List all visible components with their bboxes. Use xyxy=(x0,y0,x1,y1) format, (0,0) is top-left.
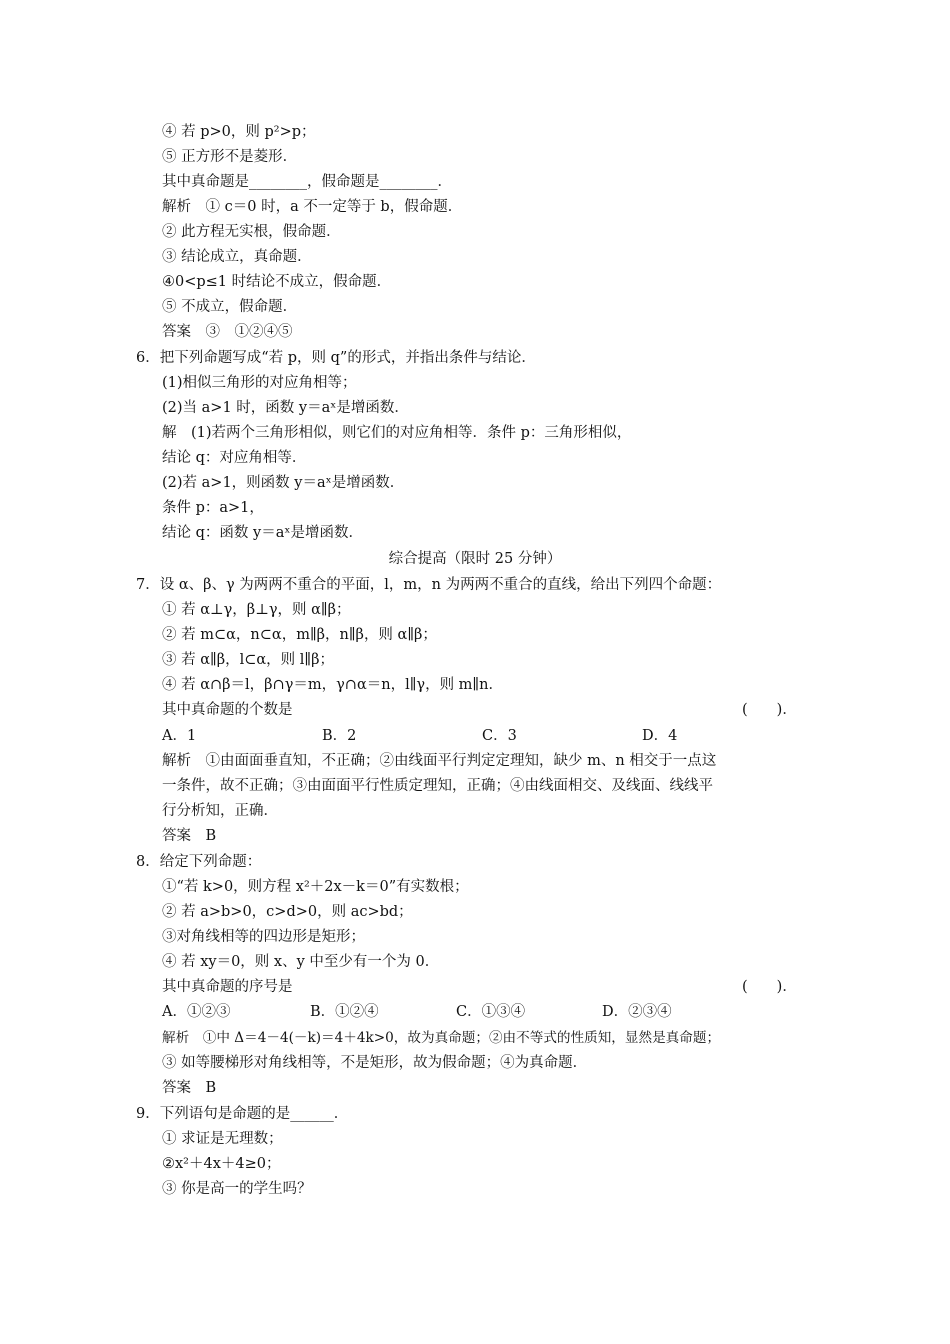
option-c: C．①③④ xyxy=(456,1004,526,1020)
answer-line: 答案 ③ ①②④⑤ xyxy=(162,324,293,340)
text-line: 结论 q：函数 y＝aˣ是增函数． xyxy=(162,525,363,541)
option-c: C．3 xyxy=(482,728,517,744)
text-line: ③对角线相等的四边形是矩形； xyxy=(162,929,365,945)
question-8-stem: 8．给定下列命题： xyxy=(136,854,262,870)
text-line: 一条件，故不正确；③由面面平行性质定理知，正确；④由线面相交、及线面、线线平 xyxy=(162,778,713,794)
text-line: 行分析知，正确． xyxy=(162,803,278,819)
text-line: 解 (1)若两个三角形相似，则它们的对应角相等．条件 p：三角形相似， xyxy=(162,425,632,441)
text-line xyxy=(162,977,822,997)
text-line: 结论 q：对应角相等． xyxy=(162,450,307,466)
text-line: ⑤ 不成立，假命题． xyxy=(162,299,298,315)
text-line: ② 若 a>b>0，c>d>0，则 ac>bd； xyxy=(162,904,413,920)
text-line: ①“若 k>0，则方程 x²＋2x－k＝0”有实数根； xyxy=(162,879,469,895)
text-line: (1)相似三角形的对应角相等； xyxy=(162,375,357,391)
option-d: D．②③④ xyxy=(602,1004,672,1020)
text-line xyxy=(162,700,822,720)
answer-line: 答案 B xyxy=(162,1080,217,1096)
option-d: D．4 xyxy=(642,728,678,744)
text-line: ④ 若 xy＝0，则 x、y 中至少有一个为 0． xyxy=(162,954,440,970)
text-line: ④0<p≤1 时结论不成立，假命题． xyxy=(162,274,392,290)
text-line: ③ 若 α∥β，l⊂α，则 l∥β； xyxy=(162,652,334,668)
text-line: ③ 结论成立，真命题． xyxy=(162,249,312,265)
option-a: A．1 xyxy=(162,728,197,744)
text-line: ① 求证是无理数； xyxy=(162,1131,283,1147)
question-7-stem: 7．设 α、β、γ 为两两不重合的平面，l，m，n 为两两不重合的直线，给出下列四个命题： xyxy=(136,577,722,593)
text-line: ② 若 m⊂α，n⊂α，m∥β，n∥β，则 α∥β； xyxy=(162,627,437,643)
option-a: A．①②③ xyxy=(162,1004,231,1020)
text-line: (2)当 a>1 时，函数 y＝aˣ是增函数． xyxy=(162,400,409,416)
text-line: 条件 p：a>1， xyxy=(162,500,264,516)
text-line: ② 此方程无实根，假命题． xyxy=(162,224,341,240)
text-line: 解析 ① c＝0 时，a 不一定等于 b，假命题． xyxy=(162,199,463,215)
option-b: B．①②④ xyxy=(310,1004,379,1020)
question-9-stem: 9．下列语句是命题的是______． xyxy=(136,1106,349,1122)
options-row xyxy=(162,726,822,746)
question-prompt: 其中真命题的序号是 xyxy=(162,979,293,995)
options-row xyxy=(162,1002,822,1022)
text-line: (2)若 a>1，则函数 y＝aˣ是增函数． xyxy=(162,475,405,491)
text-line: 解析 ①由面面垂直知，不正确；②由线面平行判定定理知，缺少 m、n 相交于一点这 xyxy=(162,753,717,769)
text-line: ③ 如等腰梯形对角线相等，不是矩形，故为假命题；④为真命题． xyxy=(162,1055,588,1071)
option-b: B．2 xyxy=(322,728,357,744)
text-line: ① 若 α⊥γ，β⊥γ，则 α∥β； xyxy=(162,602,351,618)
text-line: ⑤ 正方形不是菱形． xyxy=(162,149,298,165)
answer-line: 答案 B xyxy=(162,828,217,844)
text-line: ③ 你是高一的学生吗？ xyxy=(162,1181,312,1197)
text-line: ④ 若 p>0，则 p²>p； xyxy=(162,124,316,140)
section-heading: 综合提高（限时 25 分钟） xyxy=(388,551,562,567)
question-prompt: 其中真命题的个数是 xyxy=(162,702,293,718)
text-line: 其中真命题是________，假命题是________． xyxy=(162,174,452,190)
text-line: 解析 ①中 Δ＝4－4(－k)＝4＋4k>0，故为真命题；②由不等式的性质知，显然是真命题； xyxy=(162,1030,721,1046)
text-line: ④ 若 α∩β＝l，β∩γ＝m，γ∩α＝n，l∥γ，则 m∥n． xyxy=(162,677,503,693)
question-6-stem: 6．把下列命题写成“若 p，则 q”的形式，并指出条件与结论． xyxy=(136,350,536,366)
answer-blank: ( )． xyxy=(742,979,797,995)
answer-blank: ( )． xyxy=(742,702,797,718)
text-line: ②x²＋4x＋4≥0； xyxy=(162,1156,281,1172)
